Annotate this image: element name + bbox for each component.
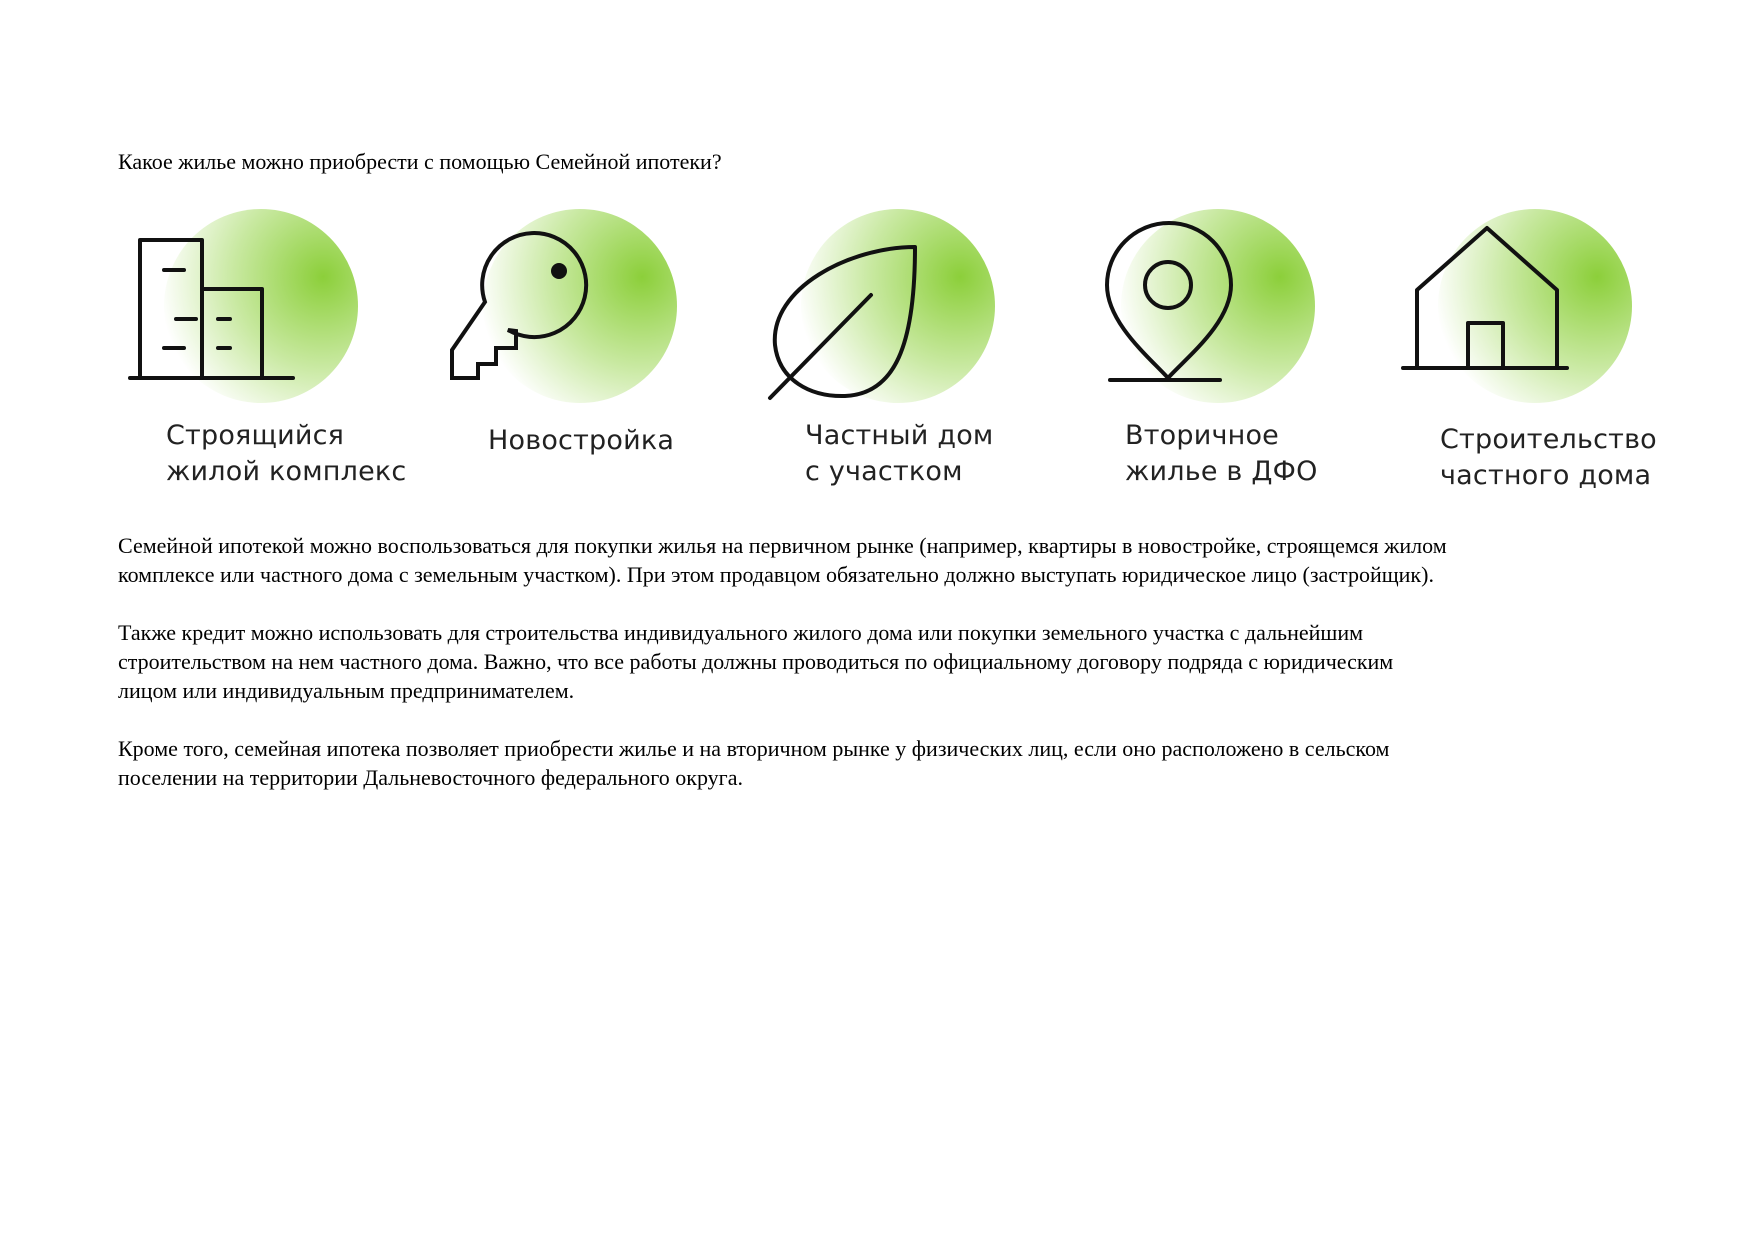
gradient-circle <box>1438 209 1632 403</box>
apartment-buildings-icon <box>118 200 418 410</box>
card-construction-complex <box>118 200 418 510</box>
paragraph-construction: Также кредит можно использовать для строительства индивидуального жилого дома или покупки земельного участка с дальнейшим строительством на нем частного дома. Важно, что все работы должны проводиться по официальному договору подряда с юридическим лицом или индивидуальным предпринимателем. <box>118 620 1394 703</box>
gradient-circle <box>1121 209 1315 403</box>
location-pin-icon <box>1080 200 1380 410</box>
card-label: Вторичное жилье в ДФО <box>1125 420 1318 487</box>
card-label: Новостройка <box>488 425 675 456</box>
card-label: Частный дом с участком <box>805 420 994 487</box>
paragraph-secondary-market: Кроме того, семейная ипотека позволяет приобрести жилье и на вторичном рынке у физических лиц, если оно расположено в сельском поселении на территории Дальневосточного федерального округа. <box>118 736 1390 790</box>
key-icon <box>440 200 740 410</box>
card-label: Строящийся жилой комплекс <box>166 420 407 487</box>
paragraph-primary-market: Семейной ипотекой можно воспользоваться для покупки жилья на первичном рынке (например, квартиры в новостройке, строящемся жилом комплексе или частного дома с земельным участком). При этом продавцом обязательно должно выступать юридическое лицо (застройщик). <box>118 533 1447 587</box>
housing-types-row <box>0 200 1754 510</box>
card-label: Строительство частного дома <box>1440 424 1657 491</box>
card-house-construction <box>1395 200 1695 510</box>
card-private-house-plot <box>755 200 1055 510</box>
card-secondary-housing <box>1080 200 1380 510</box>
gradient-circle <box>801 209 995 403</box>
page-heading: Какое жилье можно приобрести с помощью Семейной ипотеки? <box>118 149 722 174</box>
leaf-icon <box>755 200 1055 410</box>
house-icon <box>1395 200 1695 410</box>
body-text <box>118 531 1678 821</box>
card-new-building <box>440 200 740 510</box>
